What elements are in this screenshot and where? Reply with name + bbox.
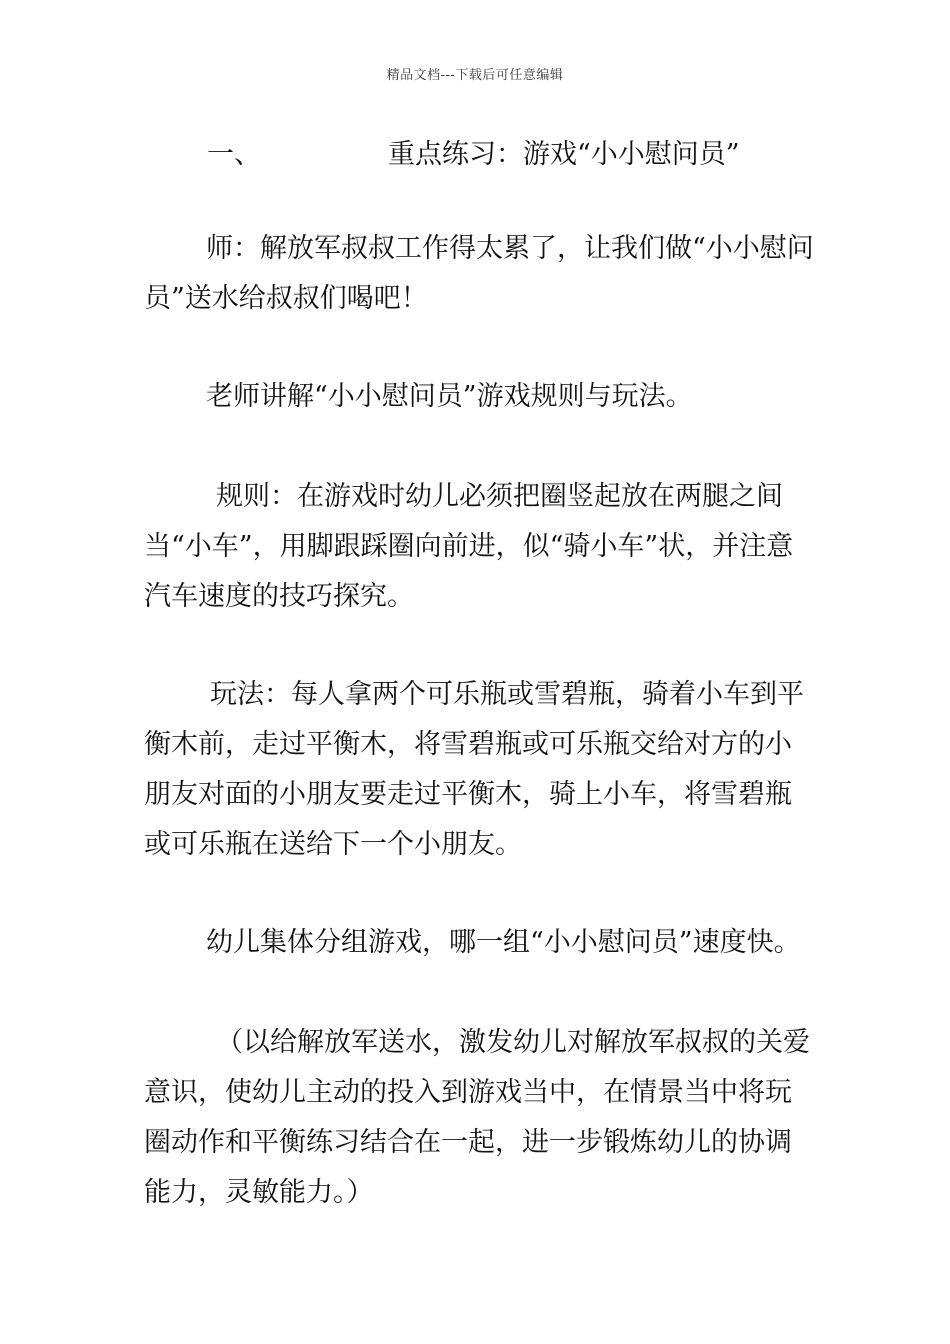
page-header: 精品文档---下载后可任意编辑 — [386, 68, 564, 83]
section-heading — [207, 132, 827, 172]
section-number: 一、 — [207, 139, 261, 170]
paragraph-group-game: 幼儿集体分组游戏，哪一组“小小慰问员”速度快。 — [206, 927, 801, 958]
paragraph-teacher-intro: 师：解放军叔叔工作得太累了，让我们做“小小慰问员”送水给叔叔们喝吧！ — [144, 233, 814, 314]
paragraph-purpose-note: （以给解放军送水，激发幼儿对解放军叔叔的关爱意识，使幼儿主动的投入到游戏当中，在情景当中将玩圈动作和平衡练习结合在一起，进一步锻炼幼儿的协调能力，灵敏能力。） — [144, 1027, 810, 1208]
paragraph-explain-rules: 老师讲解“小小慰问员”游戏规则与玩法。 — [206, 381, 693, 412]
paragraph-gameplay: 玩法：每人拿两个可乐瓶或雪碧瓶，骑着小车到平衡木前，走过平衡木，将雪碧瓶或可乐瓶交给对方的小朋友对面的小朋友要走过平衡木，骑上小车，将雪碧瓶或可乐瓶在送给下一个小朋友。 — [144, 679, 804, 860]
paragraph-rules: 规则：在游戏时幼儿必须把圈竖起放在两腿之间当“小车”，用脚跟踩圈向前进，似“骑小车”状，并注意汽车速度的技巧探究。 — [144, 481, 794, 612]
section-title: 重点练习：游戏“小小慰问员” — [388, 139, 740, 170]
